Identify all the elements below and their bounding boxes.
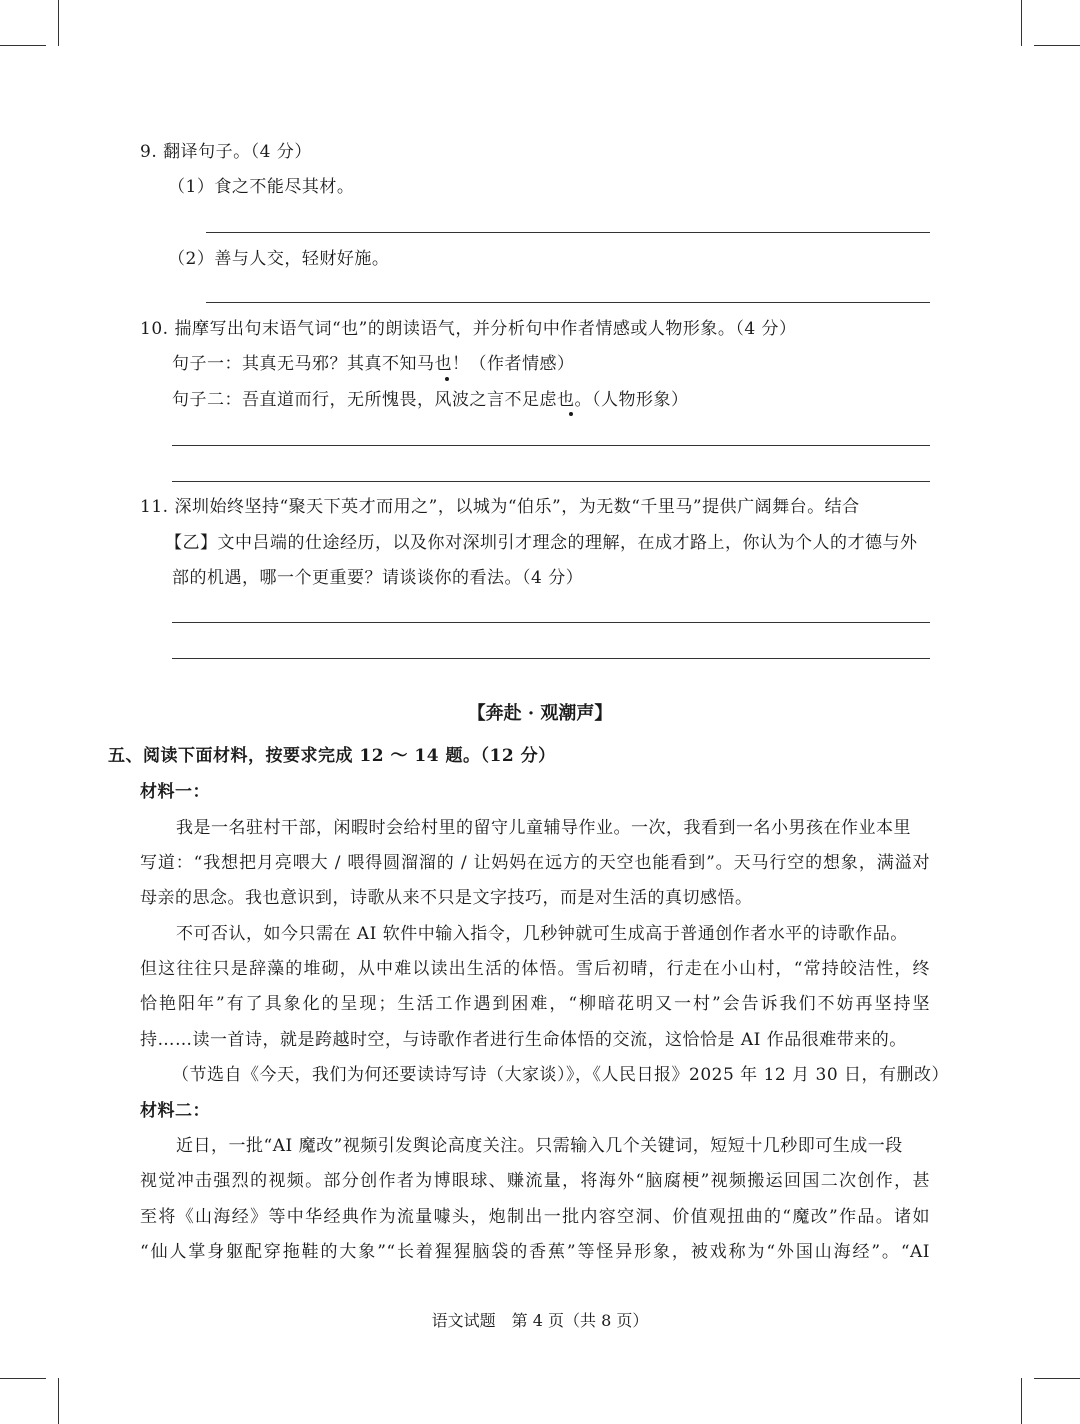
m1-p2-line-1: 不可否认，如今只需在 AI 软件中输入指令，几秒钟就可生成高于普通创作者水平的诗歌作品。: [176, 924, 908, 944]
q10-answer-line-1[interactable]: [172, 445, 930, 446]
q11-answer-line-1[interactable]: [172, 622, 930, 623]
m2-line-1: 近日，一批“AI 魔改”视频引发舆论高度关注。只需输入几个关键词，短短十几秒即可生成一段: [176, 1136, 903, 1156]
m1-p2-line-4: 持……读一首诗，就是跨越时空，与诗歌作者进行生命体悟的交流，这恰恰是 AI 作品很难带来的。: [140, 1030, 907, 1050]
crop-mark-bottom-left-h: [0, 1378, 46, 1379]
m2-line-3: 至将《山海经》等中华经典作为流量噱头，炮制出一批内容空洞、价值观扭曲的“魔改”作品。诸如: [140, 1207, 930, 1227]
crop-mark-top-right-h: [1034, 45, 1080, 46]
emphasis-dot-1: [445, 377, 449, 381]
crop-mark-top-right-v: [1021, 0, 1022, 46]
crop-mark-bottom-right-h: [1034, 1378, 1080, 1379]
q11-line-1: 11. 深圳始终坚持“聚天下英才而用之”，以城为“伯乐”，为无数“千里马”提供广阔舞台。结合: [140, 497, 860, 517]
crop-mark-top-left-h: [0, 45, 46, 46]
m1-p1-line-3: 母亲的思念。我也意识到，诗歌从来不只是文字技巧，而是对生活的真切感悟。: [140, 888, 753, 908]
m2-line-4: “仙人掌身躯配穿拖鞋的大象”“长着猩猩脑袋的香蕉”等怪异形象，被戏称为“外国山海经”。“AI: [140, 1242, 930, 1262]
crop-mark-bottom-left-v: [58, 1378, 59, 1424]
q11-answer-line-2[interactable]: [172, 658, 930, 659]
section-title: 【奔赴 · 观潮声】: [467, 703, 613, 724]
q10-sentence-1: 句子一：其真无马邪？其真不知马也！（作者情感）: [172, 354, 575, 374]
q9-sentence-2: （2）善与人交，轻财好施。: [168, 249, 390, 269]
q11-line-3: 部的机遇，哪一个更重要？请谈谈你的看法。（4 分）: [172, 568, 584, 588]
q9-sentence-1: （1）食之不能尽其材。: [168, 177, 355, 197]
q9-answer-line-1[interactable]: [206, 232, 930, 233]
q10-answer-line-2[interactable]: [172, 481, 930, 482]
crop-mark-bottom-right-v: [1021, 1378, 1022, 1424]
q11-line-2: 【乙】文中吕端的仕途经历，以及你对深圳引才理念的理解，在成才路上，你认为个人的才德与外: [165, 533, 918, 553]
q10-sentence-2: 句子二：吾直道而行，无所愧畏，风波之言不足虑也。（人物形象）: [172, 390, 689, 410]
page-footer: 语文试题 第 4 页（共 8 页）: [431, 1311, 649, 1330]
q10-title: 10. 揣摩写出句末语气词“也”的朗读语气，并分析句中作者情感或人物形象。（4 分）: [140, 319, 797, 339]
m1-p1-line-2: 写道：“我想把月亮喂大 / 喂得圆溜溜的 / 让妈妈在远方的天空也能看到”。天马行空的想象，满溢对: [140, 853, 930, 873]
material-1-label: 材料一：: [140, 782, 210, 802]
m2-line-2: 视觉冲击强烈的视频。部分创作者为博眼球、赚流量，将海外“脑腐梗”视频搬运回国二次创作，甚: [140, 1171, 930, 1191]
m1-p2-line-3: 恰艳阳年”有了具象化的呈现；生活工作遇到困难，“柳暗花明又一村”会告诉我们不妨再坚持坚: [140, 994, 930, 1014]
m1-p2-line-2: 但这往往只是辞藻的堆砌，从中难以读出生活的体悟。雪后初晴，行走在小山村，“常持皎洁性，终: [140, 959, 930, 979]
m1-p1-line-1: 我是一名驻村干部，闲暇时会给村里的留守儿童辅导作业。一次，我看到一名小男孩在作业本里: [176, 818, 911, 838]
material-2-label: 材料二：: [140, 1101, 210, 1121]
m1-source: （节选自《今天，我们为何还要读诗写诗（大家谈）》，《人民日报》2025 年 12 月 30 日，有删改）: [172, 1065, 950, 1085]
q9-answer-line-2[interactable]: [206, 302, 930, 303]
q9-title: 9. 翻译句子。（4 分）: [140, 142, 312, 162]
emphasis-dot-2: [569, 412, 573, 416]
part5-title: 五、阅读下面材料，按要求完成 12 ～ 14 题。（12 分）: [108, 746, 556, 766]
crop-mark-top-left-v: [58, 0, 59, 46]
